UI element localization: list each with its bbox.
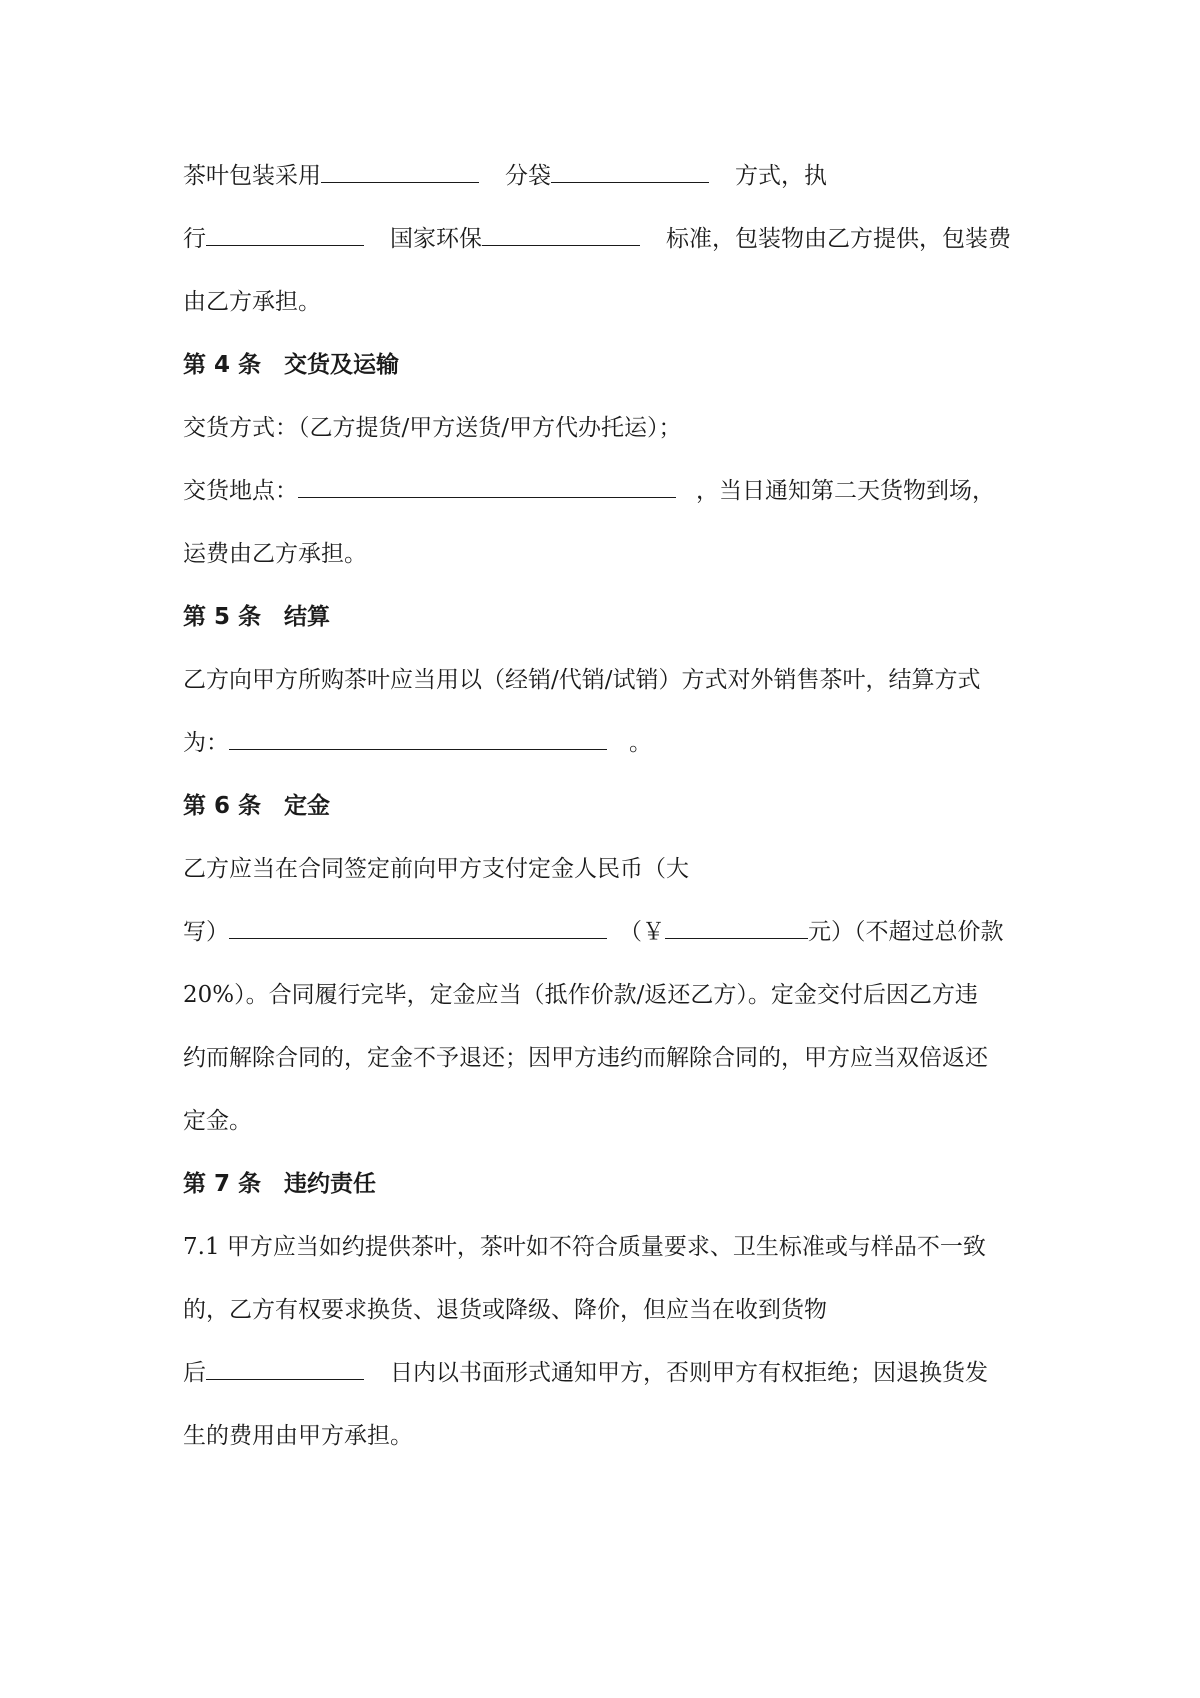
settlement-blank[interactable] [229, 727, 607, 750]
liability-line-3 [183, 1357, 1033, 1389]
deposit-amount-blank[interactable] [665, 916, 808, 939]
delivery-place-blank[interactable] [298, 475, 676, 498]
packaging-line-3: 由乙方承担。 [183, 289, 321, 315]
execute-text: 行 [183, 226, 206, 252]
deposit-upper-label: 写） [183, 919, 229, 945]
notice-text: 日内以书面形式通知甲方，否则甲方有权拒绝；因退换货发 [390, 1360, 988, 1386]
deposit-limit-text: 元）（不超过总价款 [808, 919, 1004, 945]
method-text: 方式，执 [735, 163, 827, 189]
settlement-line-2 [183, 727, 1033, 759]
liability-line-4: 生的费用由甲方承担。 [183, 1423, 413, 1449]
deposit-upper-blank[interactable] [229, 916, 607, 939]
deposit-line-2 [183, 916, 1033, 948]
env-standard-text: 国家环保 [390, 226, 482, 252]
packaging-line-2 [183, 223, 1033, 255]
bagging-text: 分袋 [505, 163, 551, 189]
freight-line: 运费由乙方承担。 [183, 541, 367, 567]
after-text: 后 [183, 1360, 206, 1386]
execute-blank[interactable] [206, 223, 364, 246]
delivery-place-line [183, 475, 1033, 507]
delivery-method-line: 交货方式：（乙方提货/甲方送货/甲方代办托运）； [183, 415, 682, 441]
packaging-text: 茶叶包装采用 [183, 163, 321, 189]
deposit-line-5: 定金。 [183, 1108, 252, 1134]
liability-line-1: 7.1 甲方应当如约提供茶叶，茶叶如不符合质量要求、卫生标准或与样品不一致 [183, 1234, 986, 1260]
env-standard-blank[interactable] [482, 223, 640, 246]
deposit-line-3: 20%）。合同履行完毕，定金应当（抵作价款/返还乙方）。定金交付后因乙方违 [183, 982, 978, 1008]
bagging-blank[interactable] [551, 160, 709, 183]
packaging-line-1 [183, 160, 1033, 192]
article-4-heading: 第 4 条 交货及运输 [183, 352, 400, 378]
liability-line-2: 的，乙方有权要求换货、退货或降级、降价，但应当在收到货物 [183, 1297, 827, 1323]
article-6-heading: 第 6 条 定金 [183, 793, 331, 819]
deposit-line-4: 约而解除合同的，定金不予退还；因甲方违约而解除合同的，甲方应当双倍返还 [183, 1045, 988, 1071]
delivery-notice-text: ，当日通知第二天货物到场， [696, 478, 995, 504]
article-5-heading: 第 5 条 结算 [183, 604, 331, 630]
deposit-yuan-label: （￥ [619, 919, 665, 945]
settlement-line-1: 乙方向甲方所购茶叶应当用以（经销/代销/试销）方式对外销售茶叶，结算方式 [183, 667, 981, 693]
settlement-label: 为： [183, 730, 229, 756]
deposit-line-1: 乙方应当在合同签定前向甲方支付定金人民币（大 [183, 856, 689, 882]
days-blank[interactable] [206, 1357, 364, 1380]
standard-text: 标准，包装物由乙方提供，包装费 [666, 226, 1011, 252]
settlement-end: 。 [629, 730, 652, 756]
article-7-heading: 第 7 条 违约责任 [183, 1171, 377, 1197]
delivery-place-label: 交货地点： [183, 478, 298, 504]
packaging-blank[interactable] [321, 160, 479, 183]
